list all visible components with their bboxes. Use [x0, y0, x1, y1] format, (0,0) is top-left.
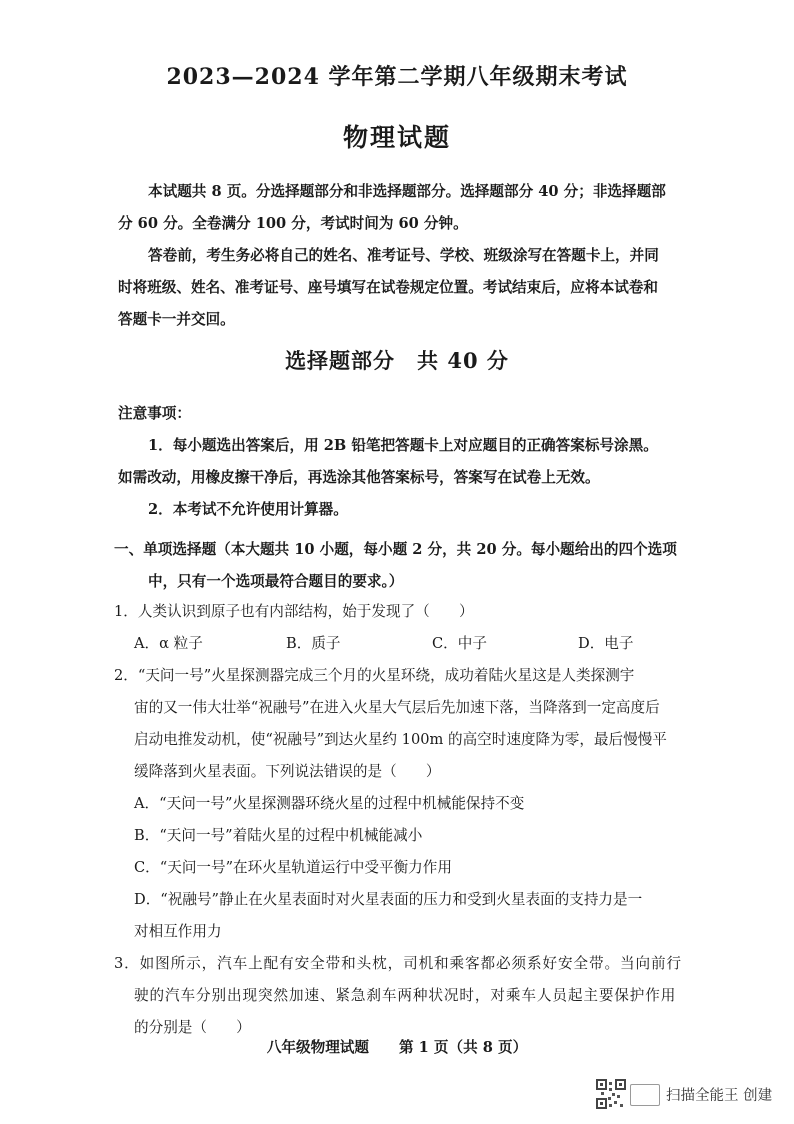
footer-page-number: 第 1 页（共 8 页）: [398, 1039, 528, 1056]
q3-line-1: 3．如图所示，汽车上配有安全带和头枕，司机和乘客都必须系好安全带。当向前行: [114, 955, 682, 972]
notes-heading: 注意事项：: [118, 405, 191, 422]
q2-line-1: 2．“天问一号”火星探测器完成三个月的火星环绕，成功着陆火星这是人类探测宇: [114, 667, 635, 684]
q2-option-d-line-1: D．“祝融号”静止在火星表面时对火星表面的压力和受到火星表面的支持力是一: [134, 891, 643, 908]
q3-line-2: 驶的汽车分别出现突然加速、紧急刹车两种状况时，对乘车人员起主要保护作用: [134, 987, 677, 1004]
exam-title: 2023—2024 学年第二学期八年级期末考试: [166, 64, 628, 90]
q2-option-b: B．“天问一号”着陆火星的过程中机械能减小: [134, 827, 423, 844]
footer-subject: 八年级物理试题: [266, 1039, 369, 1056]
page-footer: [0, 1036, 794, 1057]
intro-line-5: 答题卡一并交回。: [118, 311, 235, 328]
q2-option-a: A．“天问一号”火星探测器环绕火星的过程中机械能保持不变: [134, 795, 525, 812]
q1-option-b: B．质子: [286, 635, 341, 652]
section-title: 选择题部分 共 40 分: [285, 348, 509, 373]
q1-option-d: D．电子: [578, 635, 634, 652]
intro-line-4: 时将班级、姓名、准考证号、座号填写在试卷规定位置。考试结束后，应将本试卷和: [118, 279, 658, 296]
q1-stem: 1．人类认识到原子也有内部结构，始于发现了（ ）: [114, 603, 474, 620]
q2-line-3: 启动电推发动机，使“祝融号”到达火星约 100m 的高空时速度降为零，最后慢慢平: [134, 731, 667, 748]
q2-option-d-line-2: 对相互作用力: [134, 923, 222, 940]
intro-line-3: 答卷前，考生务必将自己的姓名、准考证号、学校、班级涂写在答题卡上，并同: [148, 247, 659, 264]
notes-line-3: 2．本考试不允许使用计算器。: [148, 501, 348, 518]
q1-option-c: C．中子: [432, 635, 487, 652]
part1-line-1: 一、单项选择题（本大题共 10 小题，每小题 2 分，共 20 分。每小题给出的四个选项: [114, 541, 677, 558]
q3-line-3: 的分别是（ ）: [134, 1019, 251, 1036]
subject-title: 物理试题: [342, 123, 451, 152]
qr-code-icon: [596, 1079, 626, 1109]
q2-option-c: C．“天问一号”在环火星轨道运行中受平衡力作用: [134, 859, 452, 876]
q2-line-2: 宙的又一伟大壮举“祝融号”在进入火星大气层后先加速下落，当降落到一定高度后: [134, 699, 660, 716]
notes-line-2: 如需改动，用橡皮擦干净后，再选涂其他答案标号，答案写在试卷上无效。: [118, 469, 600, 486]
watermark-text: 扫描全能王 创建: [666, 1088, 773, 1104]
intro-line-2: 分 60 分。全卷满分 100 分，考试时间为 60 分钟。: [118, 215, 468, 232]
notes-line-1: 1．每小题选出答案后，用 2B 铅笔把答题卡上对应题目的正确答案标号涂黑。: [148, 437, 658, 454]
q1-option-a: A．α 粒子: [134, 635, 203, 652]
scanner-watermark: [590, 1076, 780, 1112]
intro-line-1: 本试题共 8 页。分选择题部分和非选择题部分。选择题部分 40 分；非选择题部: [148, 183, 666, 200]
q2-line-4: 缓降落到火星表面。下列说法错误的是（ ）: [134, 763, 441, 780]
scanner-app-logo-icon: [630, 1084, 660, 1106]
part1-line-2: 中，只有一个选项最符合题目的要求。）: [148, 573, 404, 590]
